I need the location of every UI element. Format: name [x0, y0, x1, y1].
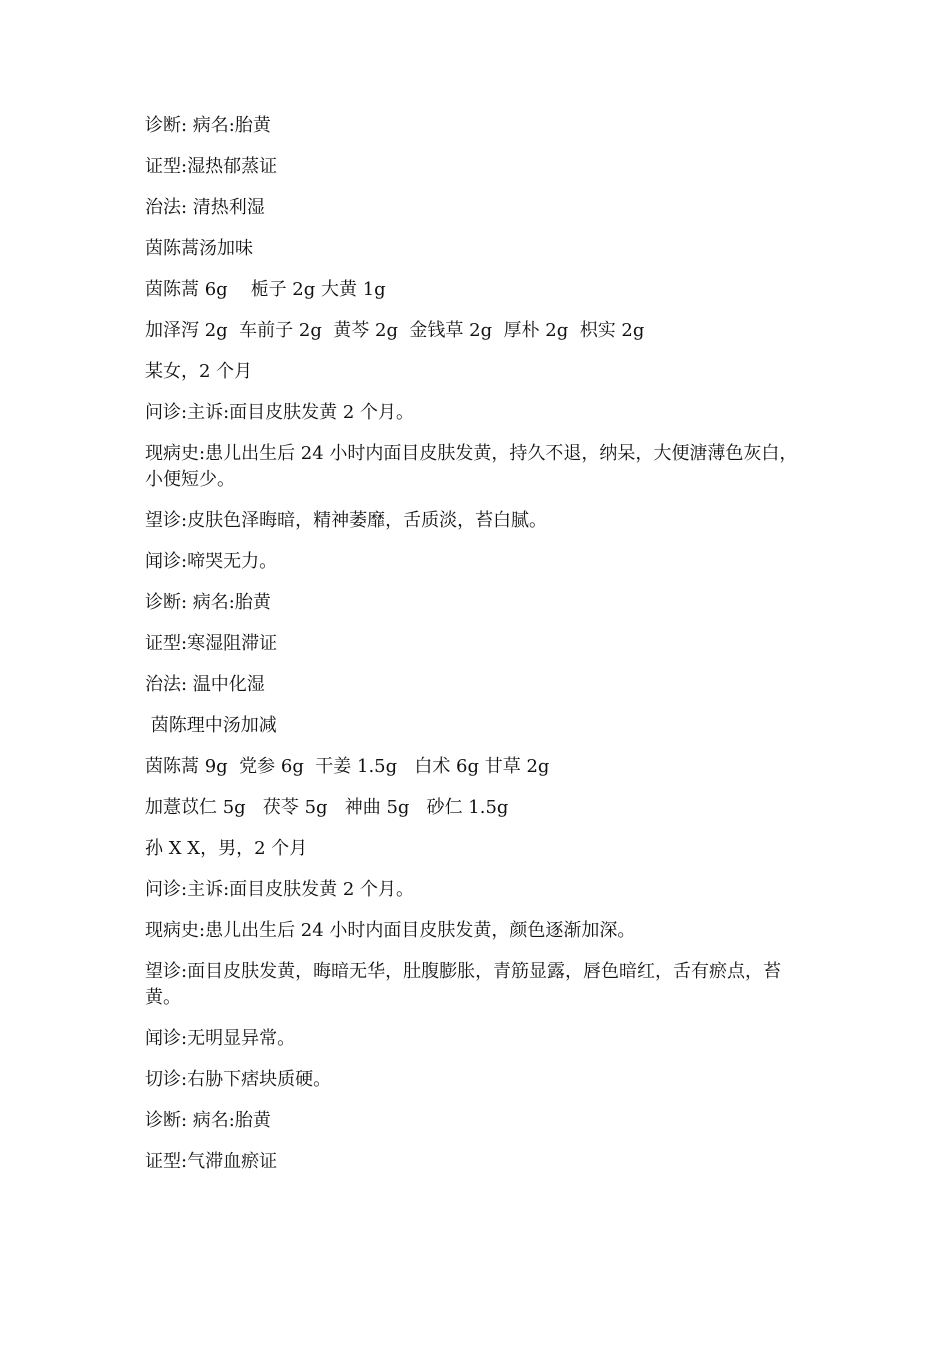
inquiry-line: 问诊:主诉:面目皮肤发黄 2 个月。: [145, 402, 415, 423]
diagnosis-line: 诊断: 病名:胎黄: [145, 1110, 271, 1131]
diagnosis-line: 诊断: 病名:胎黄: [145, 115, 271, 136]
prescription-name-line: 茵陈蒿汤加味: [145, 238, 253, 259]
patient-info-line: 孙 X X，男，2 个月: [145, 838, 308, 859]
syndrome-line: 证型:湿热郁蒸证: [145, 156, 278, 177]
prescription-herbs-line: 茵陈蒿 6g 栀子 2g 大黄 1g: [145, 279, 386, 300]
present-history-line: 现病史:患儿出生后 24 小时内面目皮肤发黄，颜色逐渐加深。: [145, 920, 636, 941]
prescription-name-line: 茵陈理中汤加减: [145, 715, 277, 736]
inspection-line: 望诊:皮肤色泽晦暗，精神萎靡，舌质淡，苔白腻。: [145, 510, 548, 531]
palpation-line: 切诊:右胁下痞块质硬。: [145, 1069, 332, 1090]
prescription-additions-line: 加泽泻 2g 车前子 2g 黄芩 2g 金钱草 2g 厚朴 2g 枳实 2g: [145, 320, 645, 341]
listening-line: 闻诊:啼哭无力。: [145, 551, 278, 572]
document-body: [145, 113, 810, 1190]
present-history-line: 现病史:患儿出生后 24 小时内面目皮肤发黄，持久不退，纳呆，大便溏薄色灰白，小便短少。: [145, 443, 798, 490]
inspection-line: 望诊:面目皮肤发黄，晦暗无华，肚腹膨胀，青筋显露，唇色暗红，舌有瘀点，苔黄。: [145, 961, 782, 1008]
treatment-line: 治法: 清热利湿: [145, 197, 265, 218]
prescription-additions-line: 加薏苡仁 5g 茯苓 5g 神曲 5g 砂仁 1.5g: [145, 797, 509, 818]
inquiry-line: 问诊:主诉:面目皮肤发黄 2 个月。: [145, 879, 415, 900]
diagnosis-line: 诊断: 病名:胎黄: [145, 592, 271, 613]
syndrome-line: 证型:寒湿阻滞证: [145, 633, 278, 654]
treatment-line: 治法: 温中化湿: [145, 674, 265, 695]
syndrome-line: 证型:气滞血瘀证: [145, 1151, 278, 1172]
prescription-herbs-line: 茵陈蒿 9g 党参 6g 干姜 1.5g 白术 6g 甘草 2g: [145, 756, 550, 777]
patient-info-line: 某女，2 个月: [145, 361, 253, 382]
listening-line: 闻诊:无明显异常。: [145, 1028, 296, 1049]
